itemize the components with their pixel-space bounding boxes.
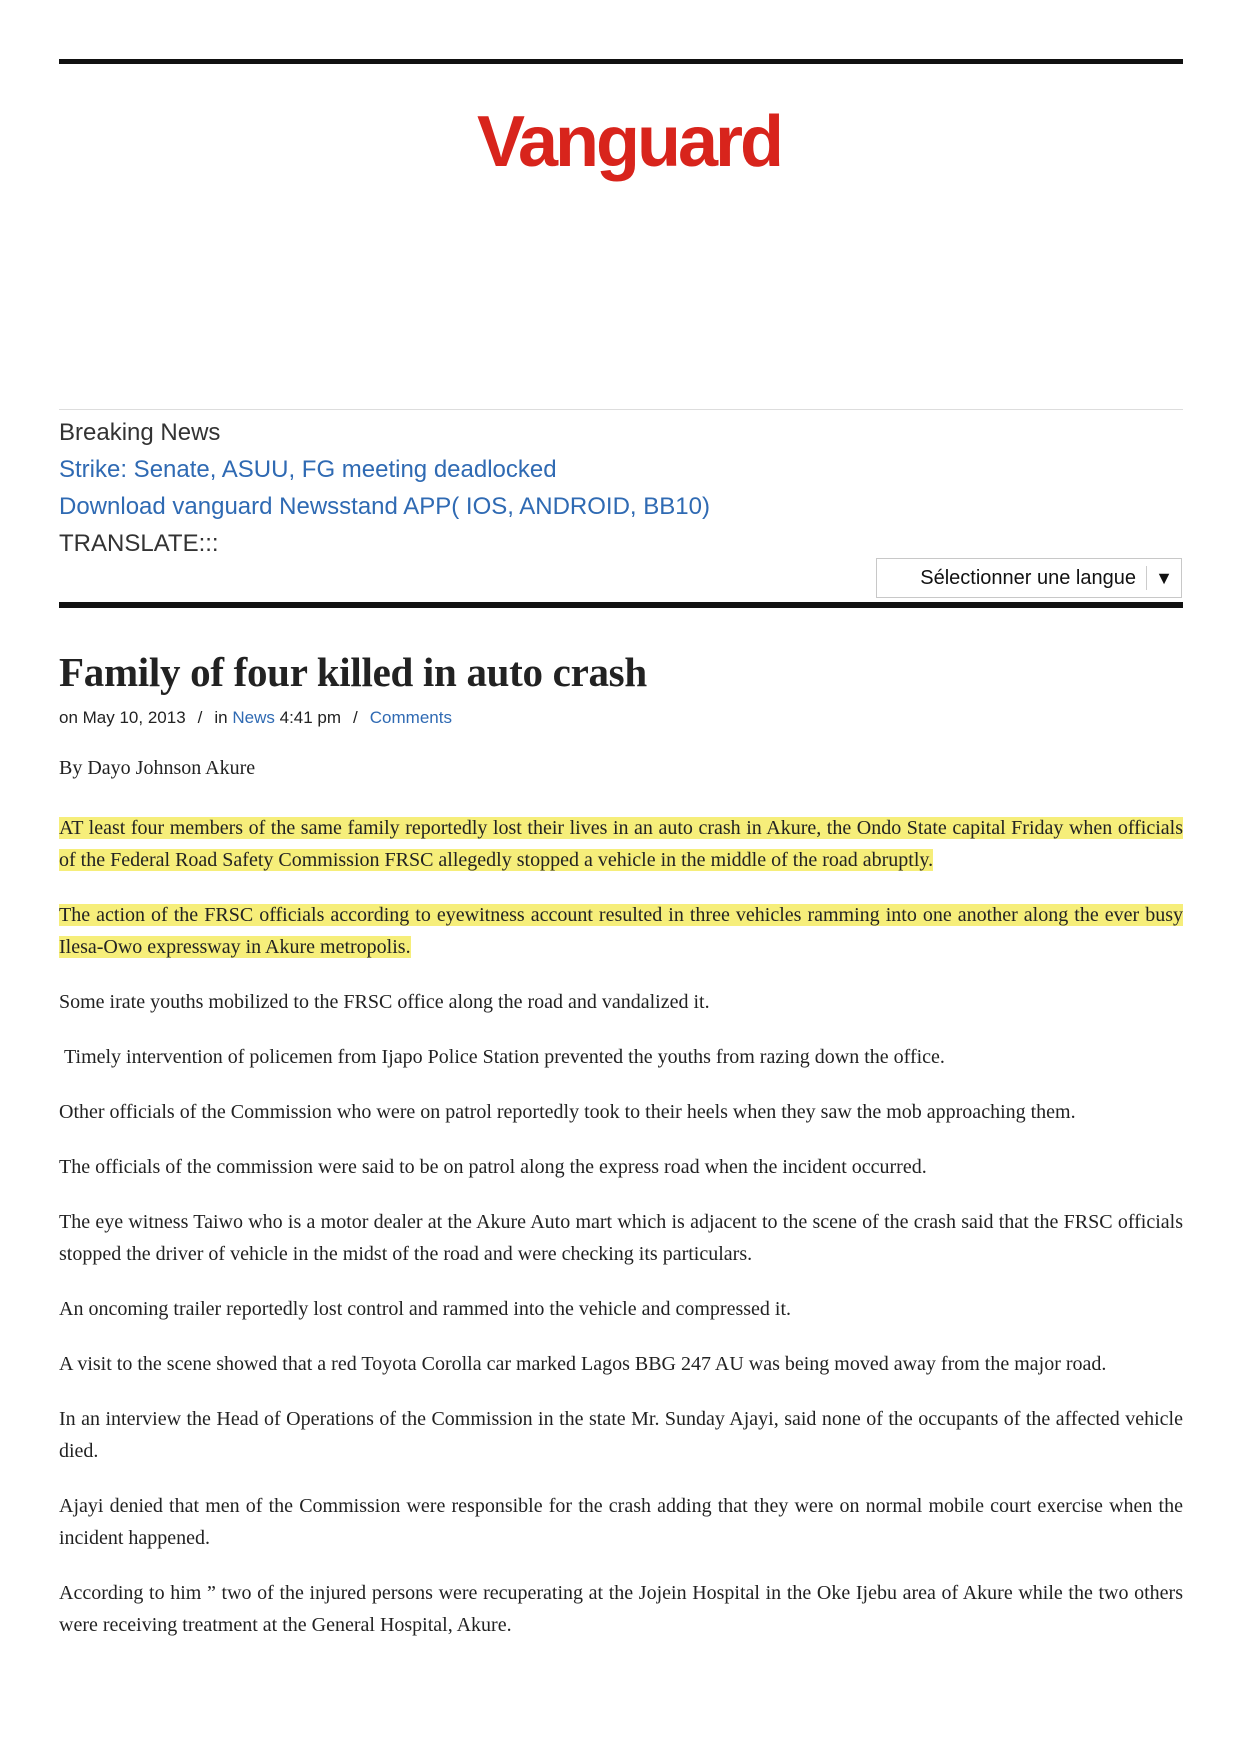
publish-date: on May 10, 2013 [59,708,186,727]
article-body [59,812,1183,1664]
meta-separator: / [197,708,203,727]
paragraph: Some irate youths mobilized to the FRSC office along the road and vandalized it. [59,991,710,1013]
breaking-news-block [59,414,710,562]
paragraph: The eye witness Taiwo who is a motor dealer at the Akure Auto mart which is adjacent to the scene of the crash said that the FRSC officials stopped the driver of vehicle in the midst of the road and were checking its particulars. [59,1211,1183,1265]
header-divider [59,409,1183,410]
paragraph: Ajayi denied that men of the Commission were responsible for the crash adding that they were on normal mobile court exercise when the incident happened. [59,1495,1183,1549]
svg-text:Vanguard: Vanguard [476,102,782,182]
section-divider [59,602,1183,608]
publish-time: 4:41 pm [279,708,342,727]
language-select-value: Sélectionner une langue [920,566,1136,589]
article-byline: By Dayo Johnson Akure [59,757,256,779]
paragraph: An oncoming trailer reportedly lost control and rammed into the vehicle and compressed it. [59,1298,792,1320]
paragraph: The officials of the commission were said to be on patrol along the express road when the incident occurred. [59,1156,927,1178]
paragraph [59,1041,1183,1073]
article-title: Family of four killed in auto crash [59,649,647,695]
article-meta [59,708,452,728]
breaking-news-link-strike[interactable]: Strike: Senate, ASUU, FG meeting deadlocked [59,456,557,483]
breaking-news-label: Breaking News [59,419,221,446]
breaking-news-link-app[interactable]: Download vanguard Newsstand APP( IOS, ANDROID, BB10) [59,493,710,520]
language-select[interactable] [876,558,1182,598]
category-link[interactable]: News [232,708,275,727]
comments-link[interactable]: Comments [369,708,452,727]
paragraph: Other officials of the Commission who were on patrol reportedly took to their heels when they saw the mob approaching them. [59,1101,1076,1123]
paragraph [59,812,1183,876]
meta-separator: / [353,708,358,727]
paragraph [59,899,1183,963]
top-divider [59,59,1183,64]
paragraph: In an interview the Head of Operations of the Commission in the state Mr. Sunday Ajayi, said none of the occupants of the affected vehicle died. [59,1408,1183,1462]
highlighted-text: AT least four members of the same family reportedly lost their lives in an auto crash in Akure, the Ondo State capital Friday when officials of the Federal Road Safety Commission FRSC allegedly stopped a vehicle in the middle of the road abruptly. [59,817,1183,871]
highlighted-text: The action of the FRSC officials according to eyewitness account resulted in three vehicles ramming into one another along the ever busy Ilesa-Owo expressway in Akure metropolis. [59,904,1183,958]
paragraph-text: Timely intervention of policemen from Ijapo Police Station prevented the youths from razing down the office. [64,1046,945,1068]
paragraph: According to him ” two of the injured persons were recuperating at the Jojein Hospital in the Oke Ijebu area of Akure while the two others were receiving treatment at the General Hospital, Akure. [59,1582,1183,1636]
translate-label: TRANSLATE::: [59,530,219,557]
category-prefix: in [214,708,228,727]
vanguard-logo[interactable] [429,100,829,210]
dropdown-arrow-icon[interactable]: ▼ [1155,567,1173,588]
paragraph: A visit to the scene showed that a red Toyota Corolla car marked Lagos BBG 247 AU was being moved away from the major road. [59,1353,1107,1375]
